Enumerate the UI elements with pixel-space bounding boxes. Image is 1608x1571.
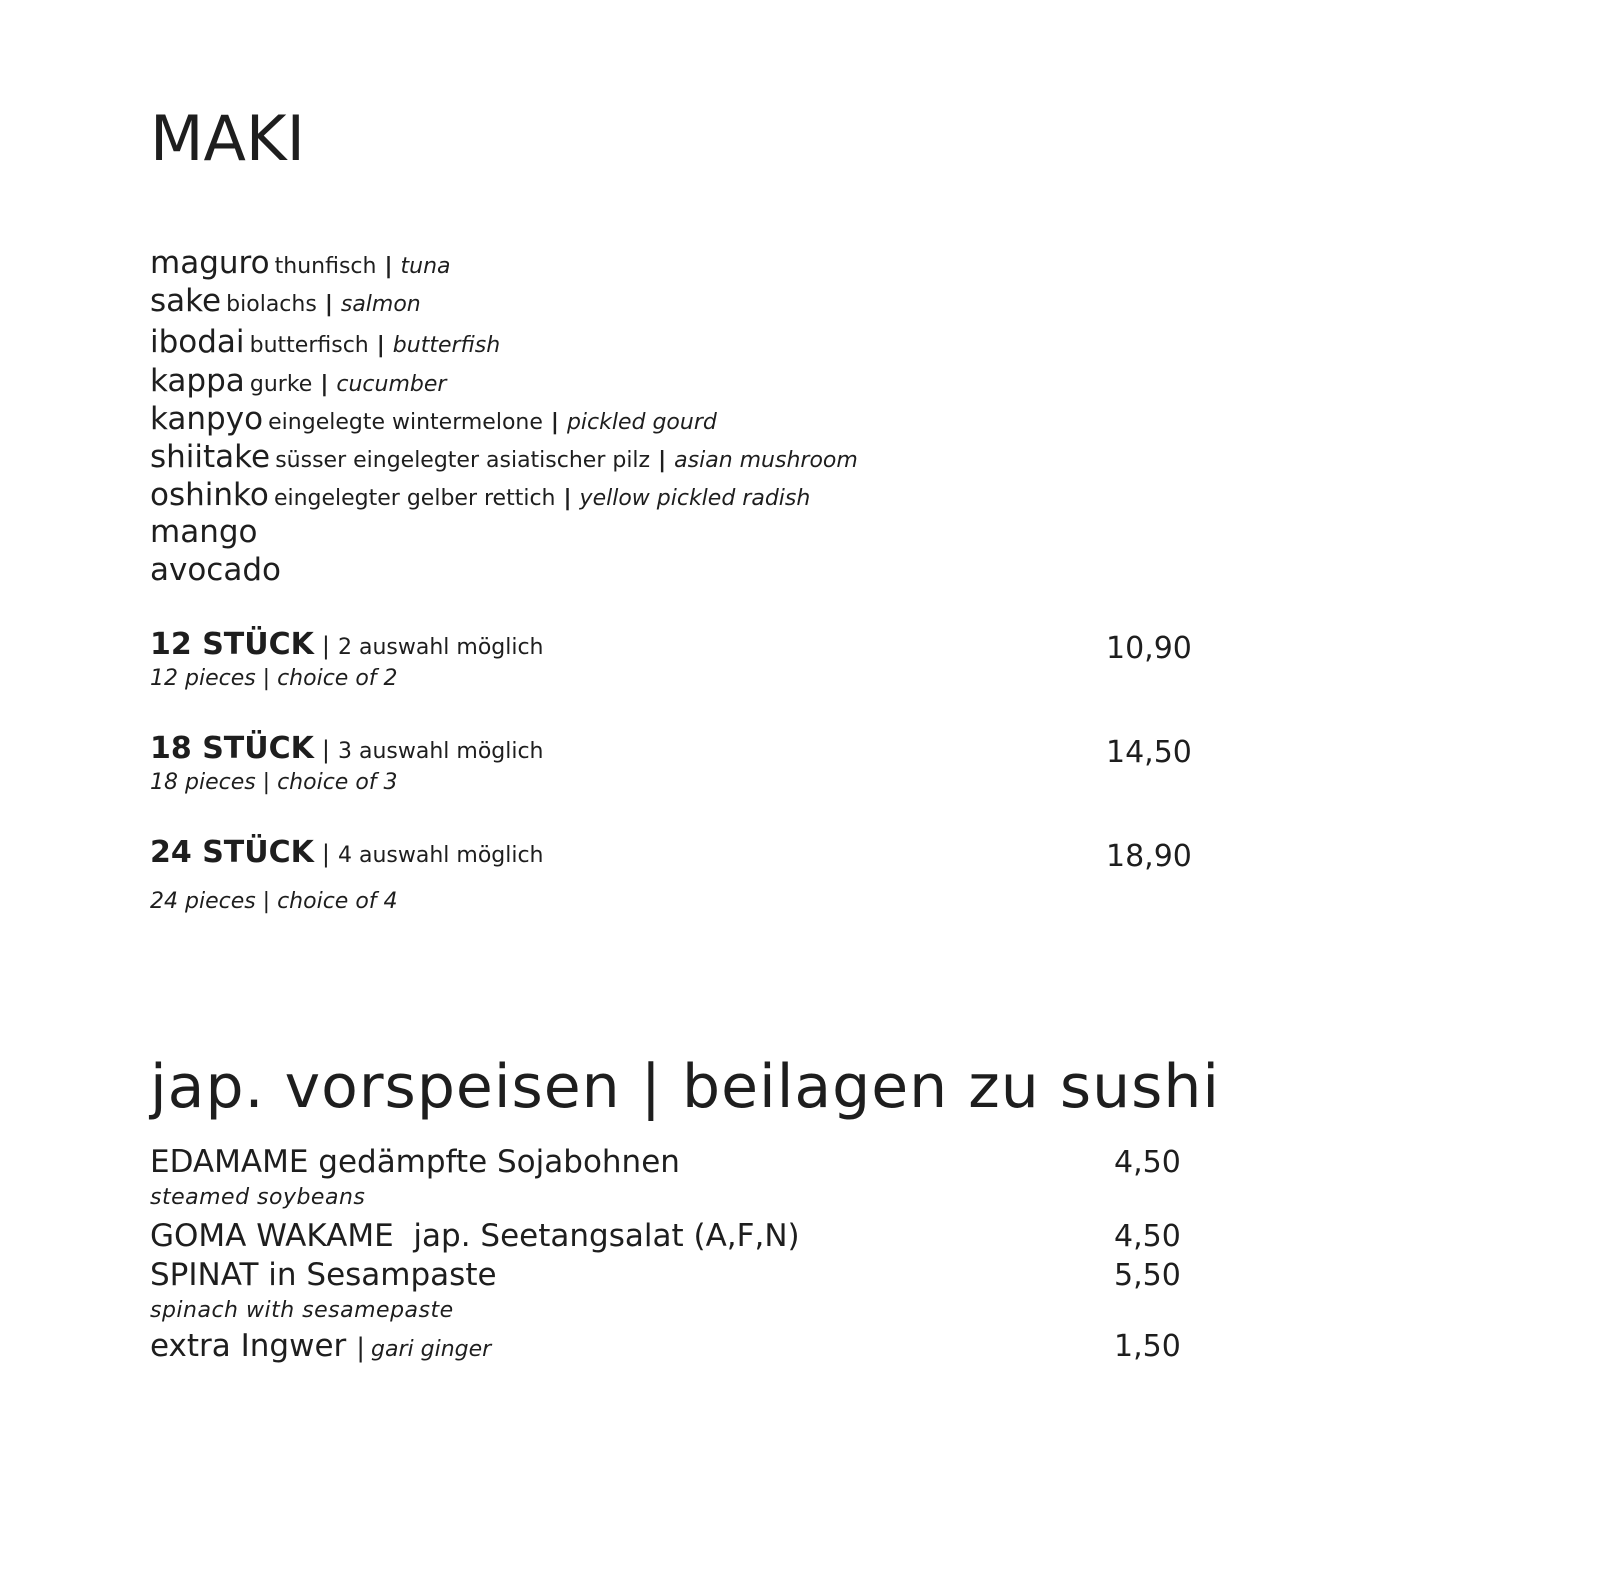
menu-item-edamame: EDAMAME gedämpfte Sojabohnen (150, 1144, 680, 1180)
pieces-choice: 3 auswahl möglich (337, 739, 544, 764)
menu-item-goma-wakame: GOMA WAKAME jap. Seetangsalat (A,F,N) (150, 1218, 800, 1254)
pieces-choice: 2 auswahl möglich (337, 635, 544, 660)
separator: | (321, 632, 330, 660)
menu-item-kanpyo (150, 401, 717, 437)
menu-item-maguro (150, 245, 451, 281)
item-description-en: salmon (340, 292, 421, 317)
item-description-en: steamed soybeans (150, 1185, 366, 1210)
pieces-english: 18 pieces | choice of 3 (150, 770, 398, 795)
item-description-de: thunfisch (274, 254, 377, 279)
item-description-en: pickled gourd (566, 410, 717, 435)
item-name: maguro (150, 245, 270, 281)
menu-item-sake (150, 283, 421, 319)
item-description-de: süsser eingelegter asiatischer pilz (275, 448, 651, 473)
item-name: kanpyo (150, 401, 264, 437)
section-title-maki: MAKI (150, 102, 305, 175)
price: 4,50 (1114, 1219, 1181, 1254)
item-description-de: eingelegte wintermelone (268, 410, 543, 435)
item-name: extra Ingwer (150, 1328, 347, 1364)
section-title-vorspeisen: jap. vorspeisen | beilagen zu sushi (150, 1052, 1221, 1122)
separator: | (563, 486, 572, 511)
item-name: oshinko (150, 477, 269, 513)
price: 5,50 (1114, 1258, 1181, 1293)
separator: | (321, 736, 330, 764)
item-description-de: gurke (249, 372, 313, 397)
item-description-en: yellow pickled radish (579, 486, 811, 511)
separator: | (324, 292, 333, 317)
item-description-en: asian mushroom (674, 448, 858, 473)
pieces-option-12 (150, 627, 544, 662)
item-name: kappa (150, 363, 245, 399)
menu-item-oshinko (150, 477, 811, 513)
menu-item-avocado (150, 552, 281, 588)
menu-item-kappa (150, 363, 447, 399)
price: 18,90 (1106, 839, 1192, 874)
menu-item-extra-ingwer (150, 1328, 492, 1364)
separator: | (321, 840, 330, 868)
separator: | (550, 410, 559, 435)
item-description-de: butterfisch (249, 333, 369, 358)
price: 10,90 (1106, 631, 1192, 666)
pieces-option-18 (150, 731, 544, 766)
price: 4,50 (1114, 1145, 1181, 1180)
item-name: sake (150, 283, 222, 319)
menu-item-mango (150, 514, 258, 550)
pieces-english: 24 pieces | choice of 4 (150, 889, 398, 914)
separator: | (356, 1333, 366, 1363)
separator: | (384, 254, 393, 279)
item-description-en: tuna (400, 254, 451, 279)
item-description-en: gari ginger (371, 1337, 492, 1362)
pieces-count: 24 STÜCK (150, 835, 314, 870)
item-name: ibodai (150, 324, 245, 360)
item-name: mango (150, 514, 258, 550)
pieces-count: 12 STÜCK (150, 627, 314, 662)
item-name: shiitake (150, 439, 271, 475)
menu-item-shiitake (150, 439, 858, 475)
price: 1,50 (1114, 1329, 1181, 1364)
pieces-count: 18 STÜCK (150, 731, 314, 766)
item-description-en: spinach with sesamepaste (150, 1298, 454, 1323)
item-name: avocado (150, 552, 281, 588)
menu-item-spinat: SPINAT in Sesampaste (150, 1257, 497, 1293)
separator: | (376, 333, 385, 358)
item-description-en: butterfish (392, 333, 501, 358)
pieces-option-24 (150, 835, 544, 870)
pieces-english: 12 pieces | choice of 2 (150, 666, 398, 691)
menu-item-ibodai (150, 324, 501, 360)
item-description-de: biolachs (226, 292, 317, 317)
item-description-de: eingelegter gelber rettich (273, 486, 556, 511)
separator: | (320, 372, 329, 397)
pieces-choice: 4 auswahl möglich (337, 843, 544, 868)
price: 14,50 (1106, 735, 1192, 770)
separator: | (658, 448, 667, 473)
item-description-en: cucumber (336, 372, 447, 397)
